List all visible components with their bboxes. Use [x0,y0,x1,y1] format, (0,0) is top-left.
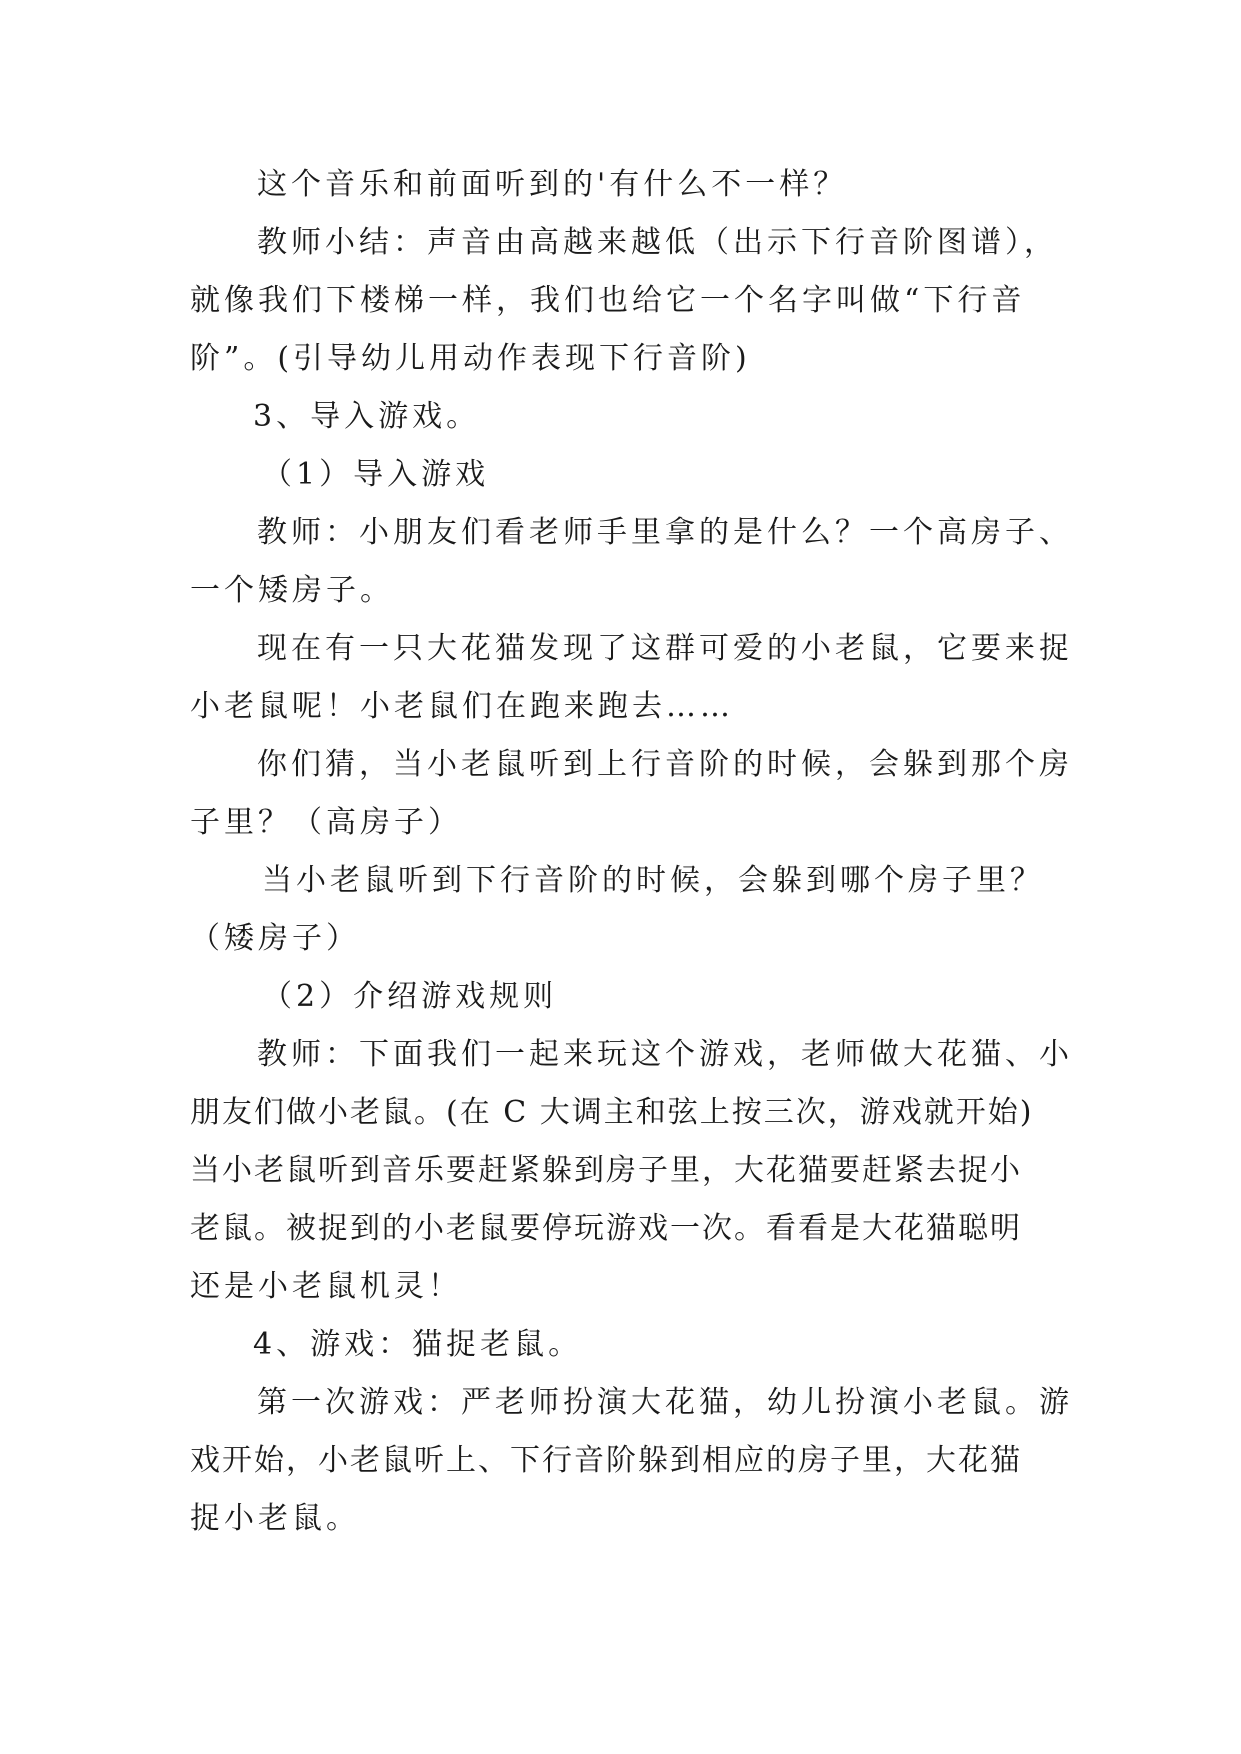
text-line: 就像我们下楼梯一样，我们也给它一个名字叫做“下行音 [190,283,1026,318]
text-line: 当小老鼠听到下行音阶的时候，会躲到哪个房子里？ [262,863,1044,898]
text-line: 3、导入游戏。 [253,399,481,434]
text-line: 戏开始，小老鼠听上、下行音阶躲到相应的房子里，大花猫 [190,1443,1022,1478]
text-line: （2）介绍游戏规则 [262,979,558,1014]
text-line: 教师：下面我们一起来玩这个游戏，老师做大花猫、小 [257,1037,1073,1072]
text-line: 这个音乐和前面听到的'有什么不一样？ [257,167,848,202]
text-line: 当小老鼠听到音乐要赶紧躲到房子里，大花猫要赶紧去捉小 [190,1153,1022,1188]
text-line: 第一次游戏：严老师扮演大花猫，幼儿扮演小老鼠。游 [257,1385,1073,1420]
text-line: （1）导入游戏 [262,457,490,492]
text-line: 捉小老鼠。 [190,1501,360,1536]
text-line: 现在有一只大花猫发现了这群可爱的小老鼠，它要来捉 [257,631,1073,666]
text-line: （矮房子） [190,921,360,956]
text-line: 还是小老鼠机灵！ [190,1269,462,1304]
text-line: 一个矮房子。 [190,573,394,608]
text-line: 你们猜，当小老鼠听到上行音阶的时候，会躲到那个房 [257,747,1073,782]
text-line: 4、游戏：猫捉老鼠。 [253,1327,583,1362]
text-line: 教师：小朋友们看老师手里拿的是什么？一个高房子、 [257,515,1073,550]
text-line: 子里？（高房子） [190,805,462,840]
text-line: 阶”。(引导幼儿用动作表现下行音阶) [190,341,751,376]
text-line: 教师小结：声音由高越来越低（出示下行音阶图谱）， [257,225,1058,260]
text-line: 小老鼠呢！小老鼠们在跑来跑去…… [190,689,734,724]
text-line: 老鼠。被捉到的小老鼠要停玩游戏一次。看看是大花猫聪明 [190,1211,1022,1246]
text-line: 朋友们做小老鼠。(在 C 大调主和弦上按三次，游戏就开始) [190,1095,1034,1130]
